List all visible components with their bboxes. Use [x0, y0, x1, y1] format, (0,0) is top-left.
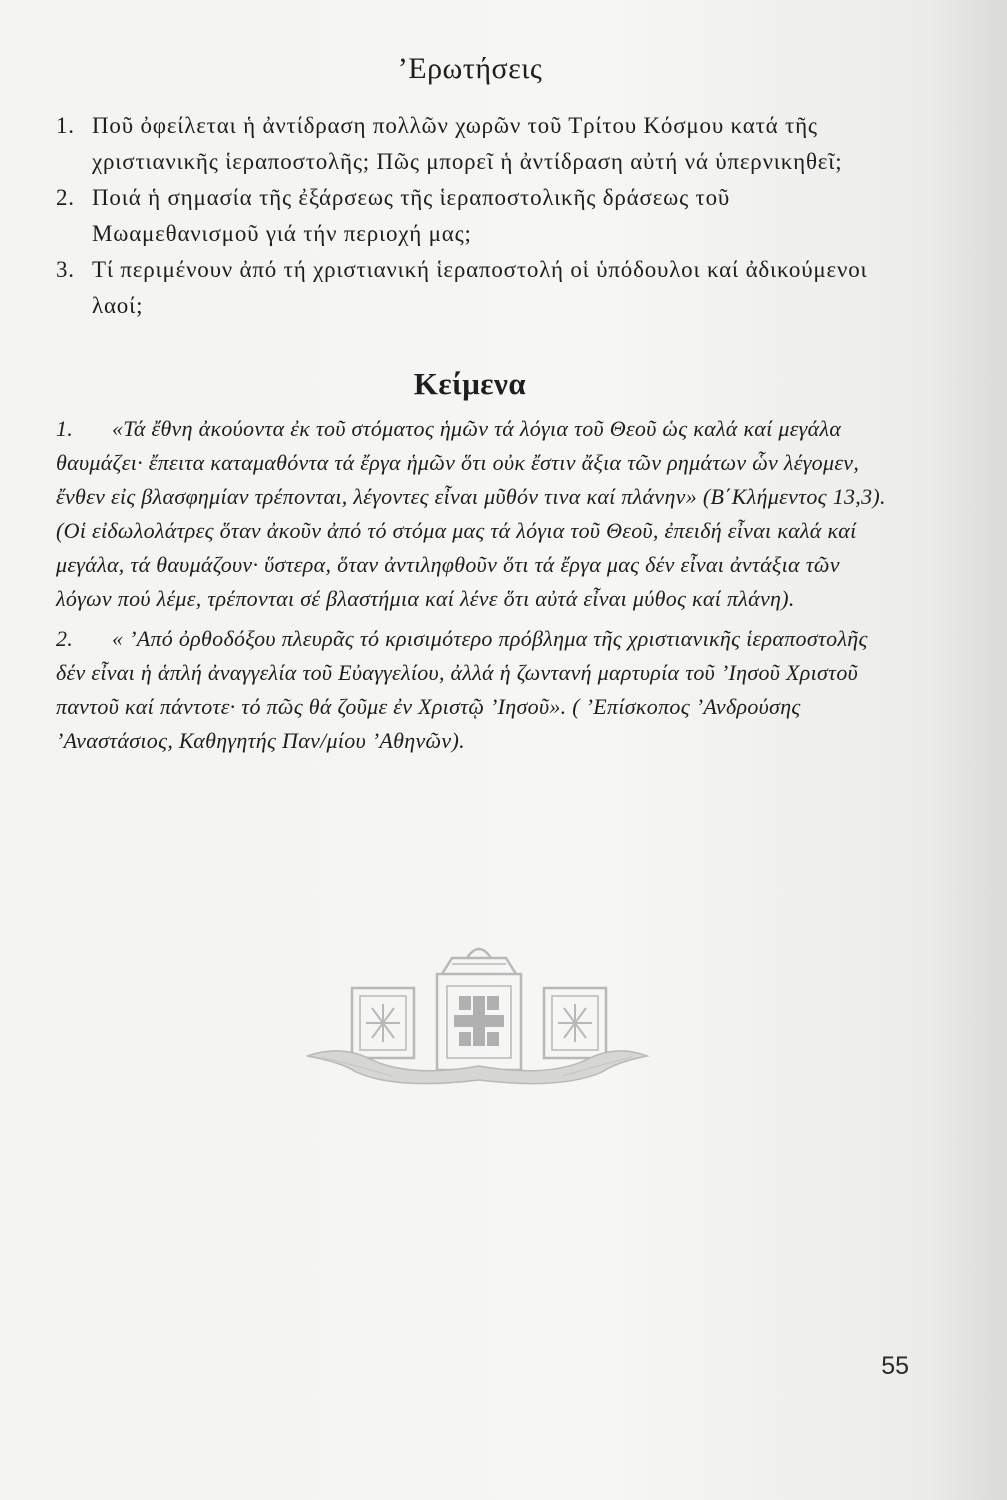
question-item	[56, 252, 896, 323]
texts-list	[56, 412, 896, 764]
question-item	[56, 108, 896, 179]
page-number: 55	[881, 1352, 909, 1380]
text-excerpt-number: 2.	[56, 626, 74, 651]
page-edge-shadow	[927, 0, 1007, 1500]
text-excerpt-number: 1.	[56, 416, 74, 441]
text-excerpt	[56, 622, 896, 758]
text-excerpt-body: « ’Από ὀρθοδόξου πλευρᾶς τό κρισιμότερο πρόβλημα τῆς χριστιανικῆς ἱεραποστολῆς δέν εἶναι ἡ ἁπλή ἀναγγελία τοῦ Εὐαγγελίου, ἀλλά ἡ ζωντανή μαρτυρία τοῦ ’Ιησοῦ Χριστοῦ παντοῦ καί πάντοτε· τό πῶς θά ζοῦμε ἐν Χριστῷ ’Ιησοῦ». ( ’Επίσκοπος ’Ανδρούσης ’Αναστάσιος, Καθηγητής Παν/μίου ’Αθηνῶν).	[56, 626, 868, 753]
byzantine-emblem-ornament-icon	[302, 938, 652, 1098]
question-number: 2.	[56, 185, 75, 210]
question-number: 3.	[56, 257, 75, 282]
text-excerpt-body: «Τά ἔθνη ἀκούοντα ἐκ τοῦ στόματος ἡμῶν τά λόγια τοῦ Θεοῦ ὡς καλά καί μεγάλα θαυμάζει· ἔπειτα καταμαθόντα τά ἔργα ἡμῶν ὅτι οὐκ ἔστιν ἄξια τῶν ρημάτων ὧν λέγομεν, ἔνθεν εἰς βλασφημίαν τρέπονται, λέγοντες εἶναι μῦθόν τινα καί πλάνην» (Β΄Κλήμεντος 13,3). (Οἱ εἰδωλολάτρες ὅταν ἀκοῦν ἀπό τό στόμα μας τά λόγια τοῦ Θεοῦ, ἐπειδή εἶναι καλά καί μεγάλα, τά θαυμάζουν· ὕστερα, ὅταν ἀντιληφθοῦν ὅτι τά ἔργα μας δέν εἶναι ἀντάξια τῶν λόγων πού λέμε, τρέπονται σέ βλαστήμια καί λένε ὅτι αὐτά εἶναι μύθος καί πλάνη).	[56, 416, 886, 611]
questions-heading: ’Ερωτήσεις	[397, 52, 543, 85]
question-number: 1.	[56, 113, 75, 138]
question-item	[56, 180, 896, 251]
question-text: Ποιά ἡ σημασία τῆς ἐξάρσεως τῆς ἱεραποστολικῆς δράσεως τοῦ Μωαμεθανισμοῦ γιά τήν περιοχή μας;	[92, 185, 731, 246]
questions-list	[56, 108, 896, 324]
text-excerpt	[56, 412, 896, 616]
texts-heading: Κείμενα	[413, 366, 527, 401]
question-text: Ποῦ ὀφείλεται ἡ ἀντίδραση πολλῶν χωρῶν τοῦ Τρίτου Κόσμου κατά τῆς χριστιανικῆς ἱεραποστολῆς; Πῶς μπορεῖ ἡ ἀντίδραση αὐτή νά ὑπερνικηθεῖ;	[92, 113, 843, 174]
question-text: Τί περιμένουν ἀπό τή χριστιανική ἱεραποστολή οἱ ὑπόδουλοι καί ἀδικούμενοι λαοί;	[92, 257, 868, 318]
